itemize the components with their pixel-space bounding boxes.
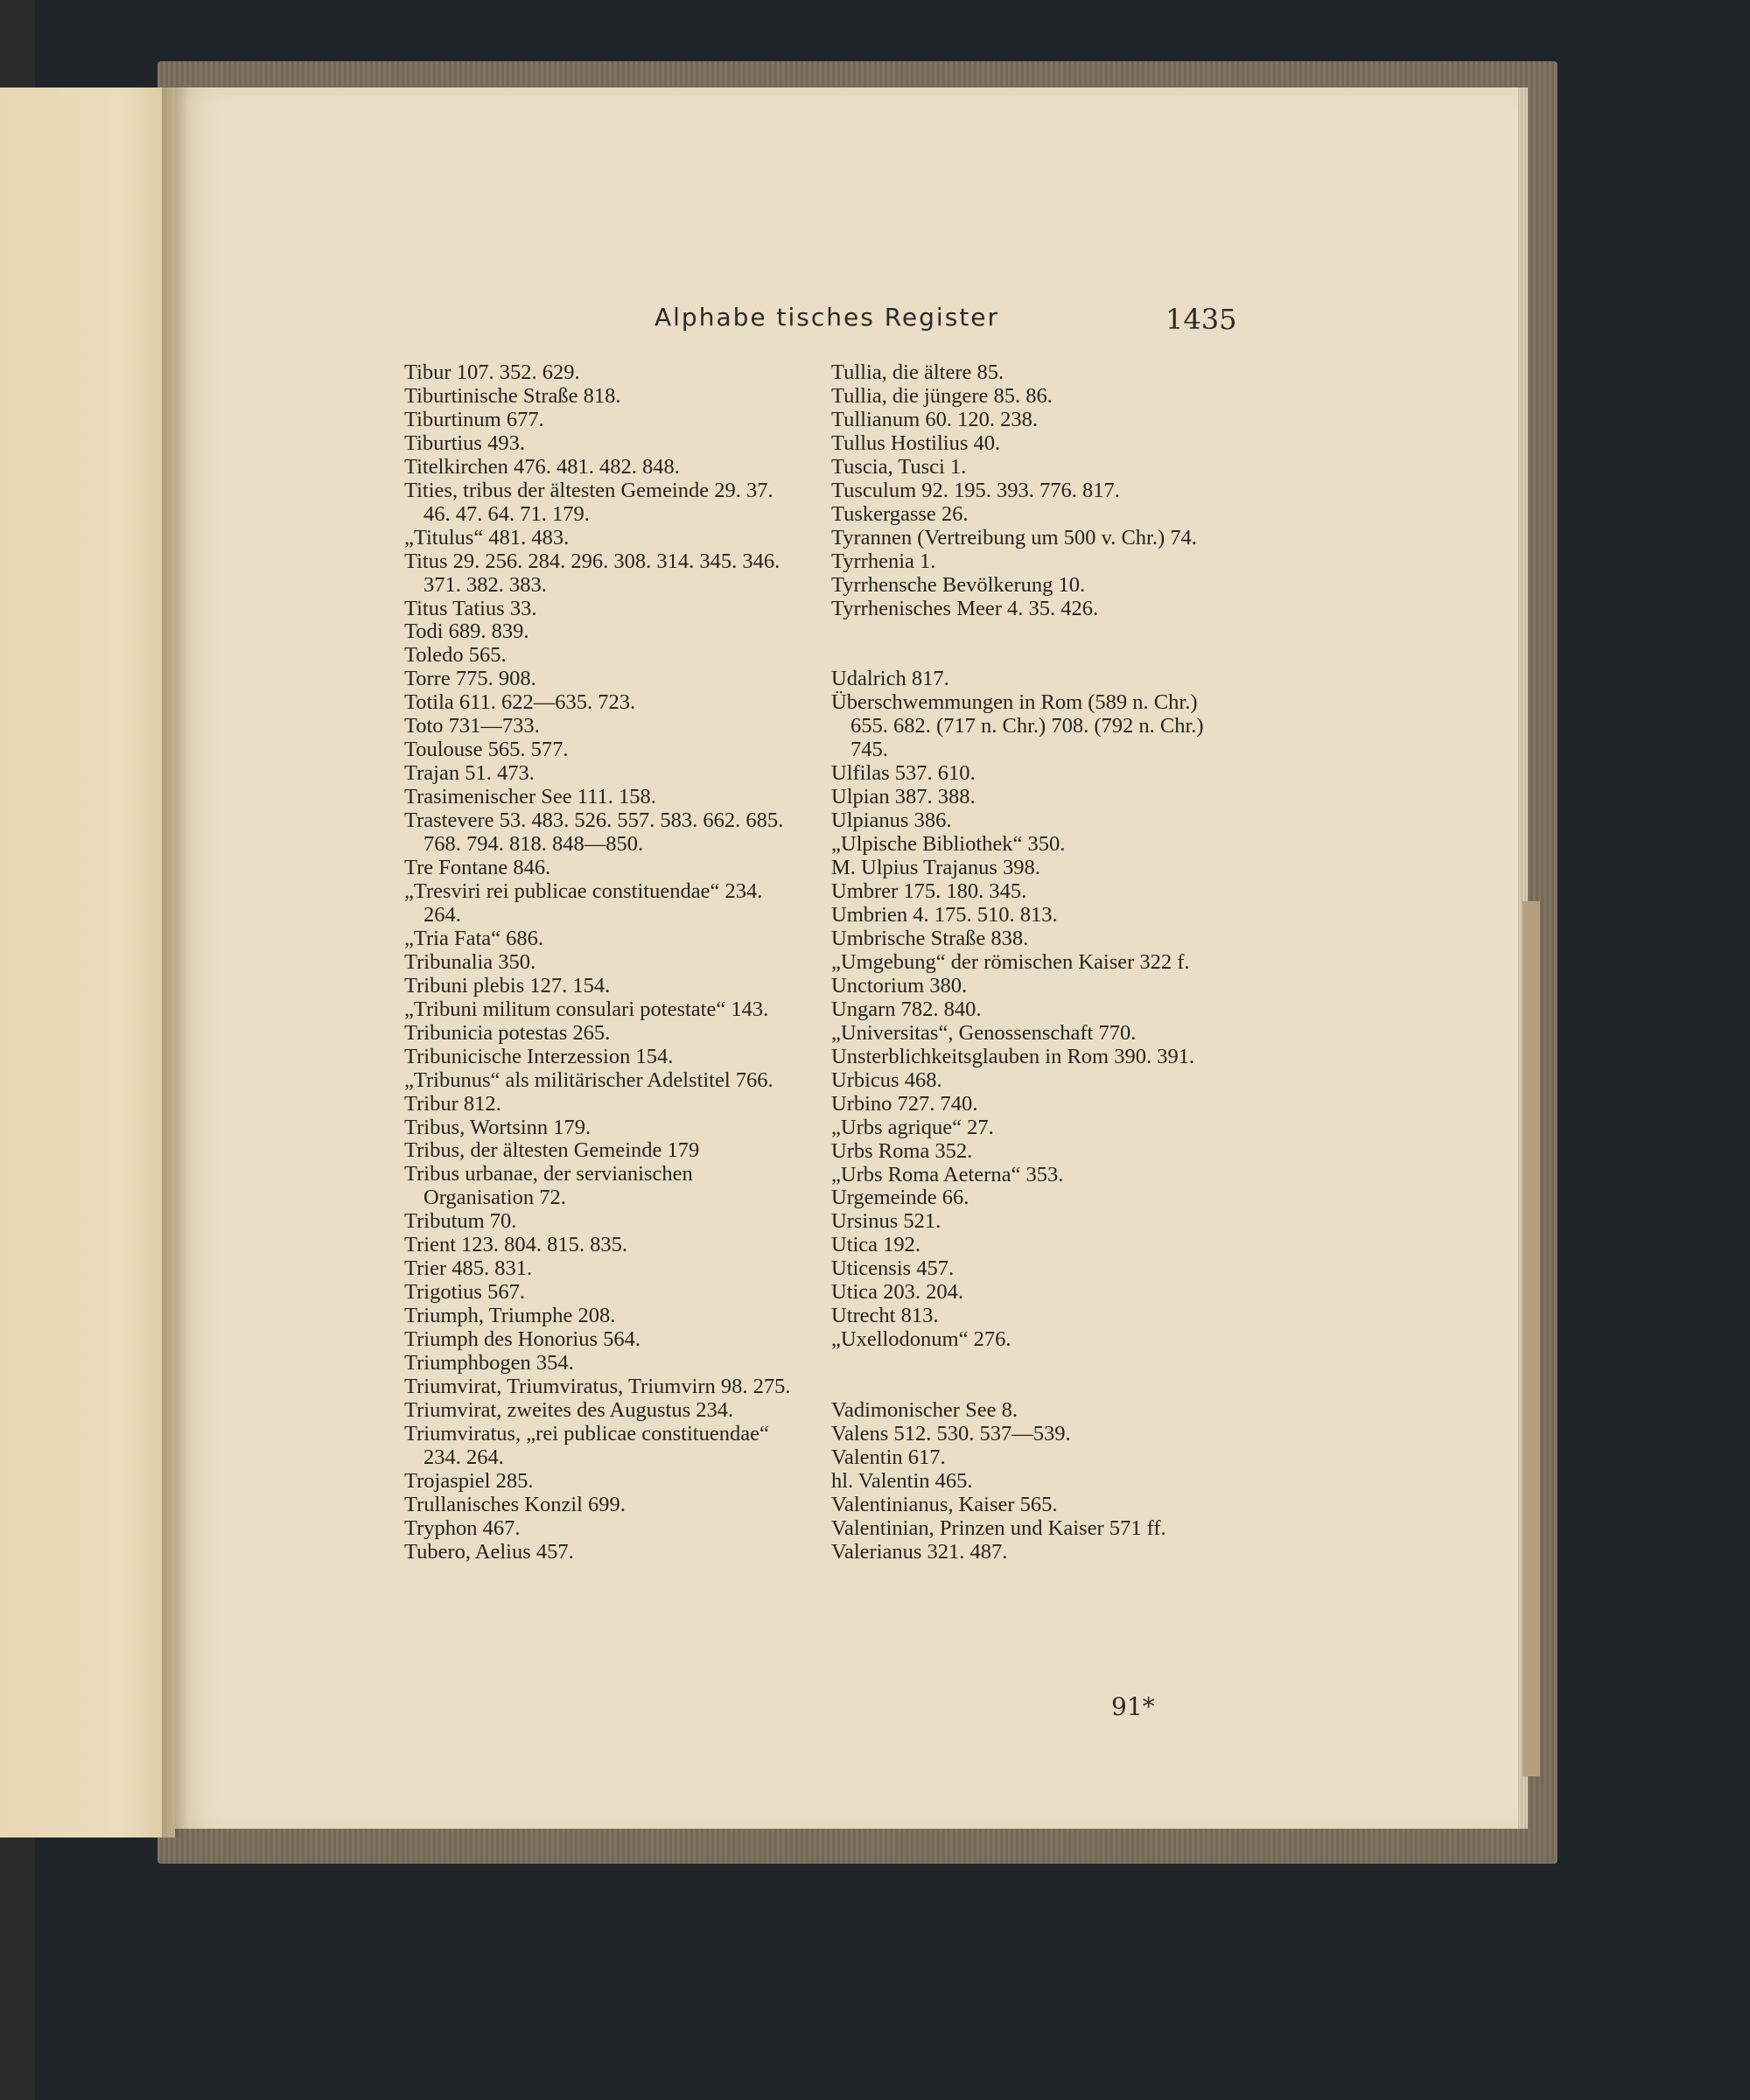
index-entry: Trastevere 53. 483. 526. 557. 583. 662. 685. 768. 794. 818. 848—850. <box>404 808 784 857</box>
index-entry: Udalrich 817. <box>831 667 949 691</box>
index-entry: „Urbs Roma Aeterna“ 353. <box>831 1162 1064 1186</box>
index-entry: Trient 123. 804. 815. 835. <box>404 1233 628 1257</box>
index-entry: M. Ulpius Trajanus 398. <box>831 856 1040 880</box>
index-entry: Utrecht 813. <box>831 1304 939 1328</box>
index-entry: Titus Tatius 33. <box>404 596 537 620</box>
index-entry: Tiburtinum 677. <box>404 407 544 431</box>
index-entry: „Tresviri rei publicae constituendae“ 234. 264. <box>404 878 763 927</box>
index-entry: „Ulpische Bibliothek“ 350. <box>831 832 1066 857</box>
index-entry: Ungarn 782. 840. <box>831 997 982 1021</box>
index-entry: Umbrer 175. 180. 345. <box>831 879 1027 904</box>
index-entry: Triumphbogen 354. <box>404 1351 574 1376</box>
left-page-edge <box>0 88 175 1838</box>
index-entry: Tullia, die ältere 85. <box>831 360 1004 384</box>
index-entry: „Tribuni militum consulari potestate“ 143. <box>404 997 769 1021</box>
index-entry: Tryphon 467. <box>404 1516 521 1540</box>
index-entry: Valentinian, Prinzen und Kaiser 571 ff. <box>831 1516 1166 1540</box>
index-entry: Umbrische Straße 838. <box>831 926 1029 950</box>
page-number: 1435 <box>1166 303 1237 336</box>
index-entry: Tities, tribus der ältesten Gemeinde 29. 37. 46. 47. 64. 71. 179. <box>404 478 774 526</box>
running-header: Alphabe tisches Register <box>654 303 999 332</box>
index-entry: Tribunicische Interzession 154. <box>404 1044 674 1068</box>
index-entry: Urgemeinde 66. <box>831 1186 970 1210</box>
index-entry: Tuscia, Tusci 1. <box>831 454 967 479</box>
index-entry: Tributum 70. <box>404 1209 517 1234</box>
index-entry: „Uxellodonum“ 276. <box>831 1327 1012 1352</box>
index-entry: „Tria Fata“ 686. <box>404 926 543 950</box>
index-entry: Toto 731—733. <box>404 714 540 738</box>
spine-shadow <box>162 88 188 1838</box>
index-entry: „Umgebung“ der römischen Kaiser 322 f. <box>831 949 1190 974</box>
bookmark-strip <box>1522 901 1540 1776</box>
index-entry: Tiburtinische Straße 818. <box>404 383 621 408</box>
index-entry: Trajan 51. 473. <box>404 761 535 786</box>
index-entry: Trojaspiel 285. <box>404 1468 534 1493</box>
index-group-v <box>831 1399 1234 1564</box>
index-entry: Tullus Hostilius 40. <box>831 430 1001 455</box>
index-entry: Tyrrhensche Bevölkerung 10. <box>831 572 1086 597</box>
index-entry: Trullanisches Konzil 699. <box>404 1492 626 1516</box>
index-column-left <box>404 361 802 1564</box>
index-entry: Utica 192. <box>831 1233 921 1257</box>
index-entry: Ursinus 521. <box>831 1209 942 1234</box>
index-column-right <box>831 361 1234 1564</box>
index-entry: Ulpianus 386. <box>831 808 952 833</box>
index-entry: Toledo 565. <box>404 643 507 668</box>
index-entry: Trigotius 567. <box>404 1280 525 1305</box>
index-entry: Tiburtius 493. <box>404 430 525 455</box>
index-entry: Tribunalia 350. <box>404 949 536 974</box>
index-entry: Toulouse 565. 577. <box>404 738 569 762</box>
index-group-u <box>831 668 1234 1352</box>
index-entry: Triumviratus, „rei publicae constituendae“ 234. 264. <box>404 1421 769 1469</box>
index-entry: Triumvirat, Triumviratus, Triumvirn 98. 275. <box>404 1374 791 1398</box>
index-entry: Tribuni plebis 127. 154. <box>404 973 611 998</box>
index-entry: Valerianus 321. 487. <box>831 1539 1008 1564</box>
index-entry: Tyrrhenisches Meer 4. 35. 426. <box>831 596 1099 620</box>
index-entry: Tribus, Wortsinn 179. <box>404 1115 592 1139</box>
index-entry: Triumph, Triumphe 208. <box>404 1304 616 1328</box>
index-entry: Torre 775. 908. <box>404 667 536 691</box>
index-entry: Valens 512. 530. 537—539. <box>831 1422 1071 1446</box>
index-entry: Titus 29. 256. 284. 296. 308. 314. 345. 346. 371. 382. 383. <box>404 549 780 597</box>
index-entry: „Urbs agrique“ 27. <box>831 1115 994 1139</box>
index-entry: „Titulus“ 481. 483. <box>404 525 570 550</box>
index-entry: Tre Fontane 846. <box>404 856 551 880</box>
index-entry: Valentinianus, Kaiser 565. <box>831 1492 1058 1516</box>
index-entry: Trier 485. 831. <box>404 1256 533 1281</box>
index-entry: Tribus urbanae, der servianischen Organisation 72. <box>404 1162 693 1210</box>
index-entry: Tribunicia potestas 265. <box>404 1020 611 1045</box>
index-entry: Titelkirchen 476. 481. 482. 848. <box>404 454 680 479</box>
index-entry: Urbs Roma 352. <box>831 1138 973 1163</box>
index-entry: Tusculum 92. 195. 393. 776. 817. <box>831 478 1120 502</box>
index-entry: Utica 203. 204. <box>831 1280 964 1305</box>
index-entry: Ulfilas 537. 610. <box>831 761 976 786</box>
index-entry: Vadimonischer See 8. <box>831 1398 1018 1423</box>
index-entry: hl. Valentin 465. <box>831 1468 973 1493</box>
index-entry: „Universitas“, Genossenschaft 770. <box>831 1020 1137 1045</box>
signature-mark: 91* <box>1111 1692 1155 1721</box>
index-entry: „Tribunus“ als militärischer Adelstitel 766. <box>404 1068 774 1092</box>
index-entry: Uticensis 457. <box>831 1256 955 1281</box>
index-entry: Urbicus 468. <box>831 1068 942 1092</box>
index-entry: Unctorium 380. <box>831 973 968 998</box>
index-entry: Urbino 727. 740. <box>831 1091 978 1116</box>
group-gap <box>831 1352 1234 1399</box>
index-entry: Trasimenischer See 111. 158. <box>404 785 656 809</box>
index-entry: Unsterblichkeitsglauben in Rom 390. 391. <box>831 1044 1195 1068</box>
index-entry: Tyrannen (Vertreibung um 500 v. Chr.) 74. <box>831 525 1197 550</box>
index-entry: Tyrrhenia 1. <box>831 549 936 573</box>
index-entry: Tuskergasse 26. <box>831 501 969 526</box>
index-entry: Tubero, Aelius 457. <box>404 1539 574 1564</box>
index-entry: Tribur 812. <box>404 1091 501 1116</box>
group-gap <box>831 620 1234 668</box>
index-group-t <box>831 361 1234 620</box>
index-entry: Triumvirat, zweites des Augustus 234. <box>404 1397 734 1422</box>
index-entry: Triumph des Honorius 564. <box>404 1327 640 1352</box>
index-entry: Überschwemmungen in Rom (589 n. Chr.) 655. 682. (717 n. Chr.) 708. (792 n. Chr.) 745. <box>831 690 1204 762</box>
index-entry: Valentin 617. <box>831 1446 946 1470</box>
index-entry: Umbrien 4. 175. 510. 813. <box>831 903 1058 928</box>
index-entry: Todi 689. 839. <box>404 620 529 644</box>
index-entry: Tibur 107. 352. 629. <box>404 360 580 384</box>
index-entry: Tullia, die jüngere 85. 86. <box>831 383 1053 408</box>
index-entry: Tribus, der ältesten Gemeinde 179 <box>404 1138 700 1163</box>
index-entry: Ulpian 387. 388. <box>831 785 976 809</box>
index-entry: Totila 611. 622—635. 723. <box>404 690 636 715</box>
index-entry: Tullianum 60. 120. 238. <box>831 407 1038 431</box>
